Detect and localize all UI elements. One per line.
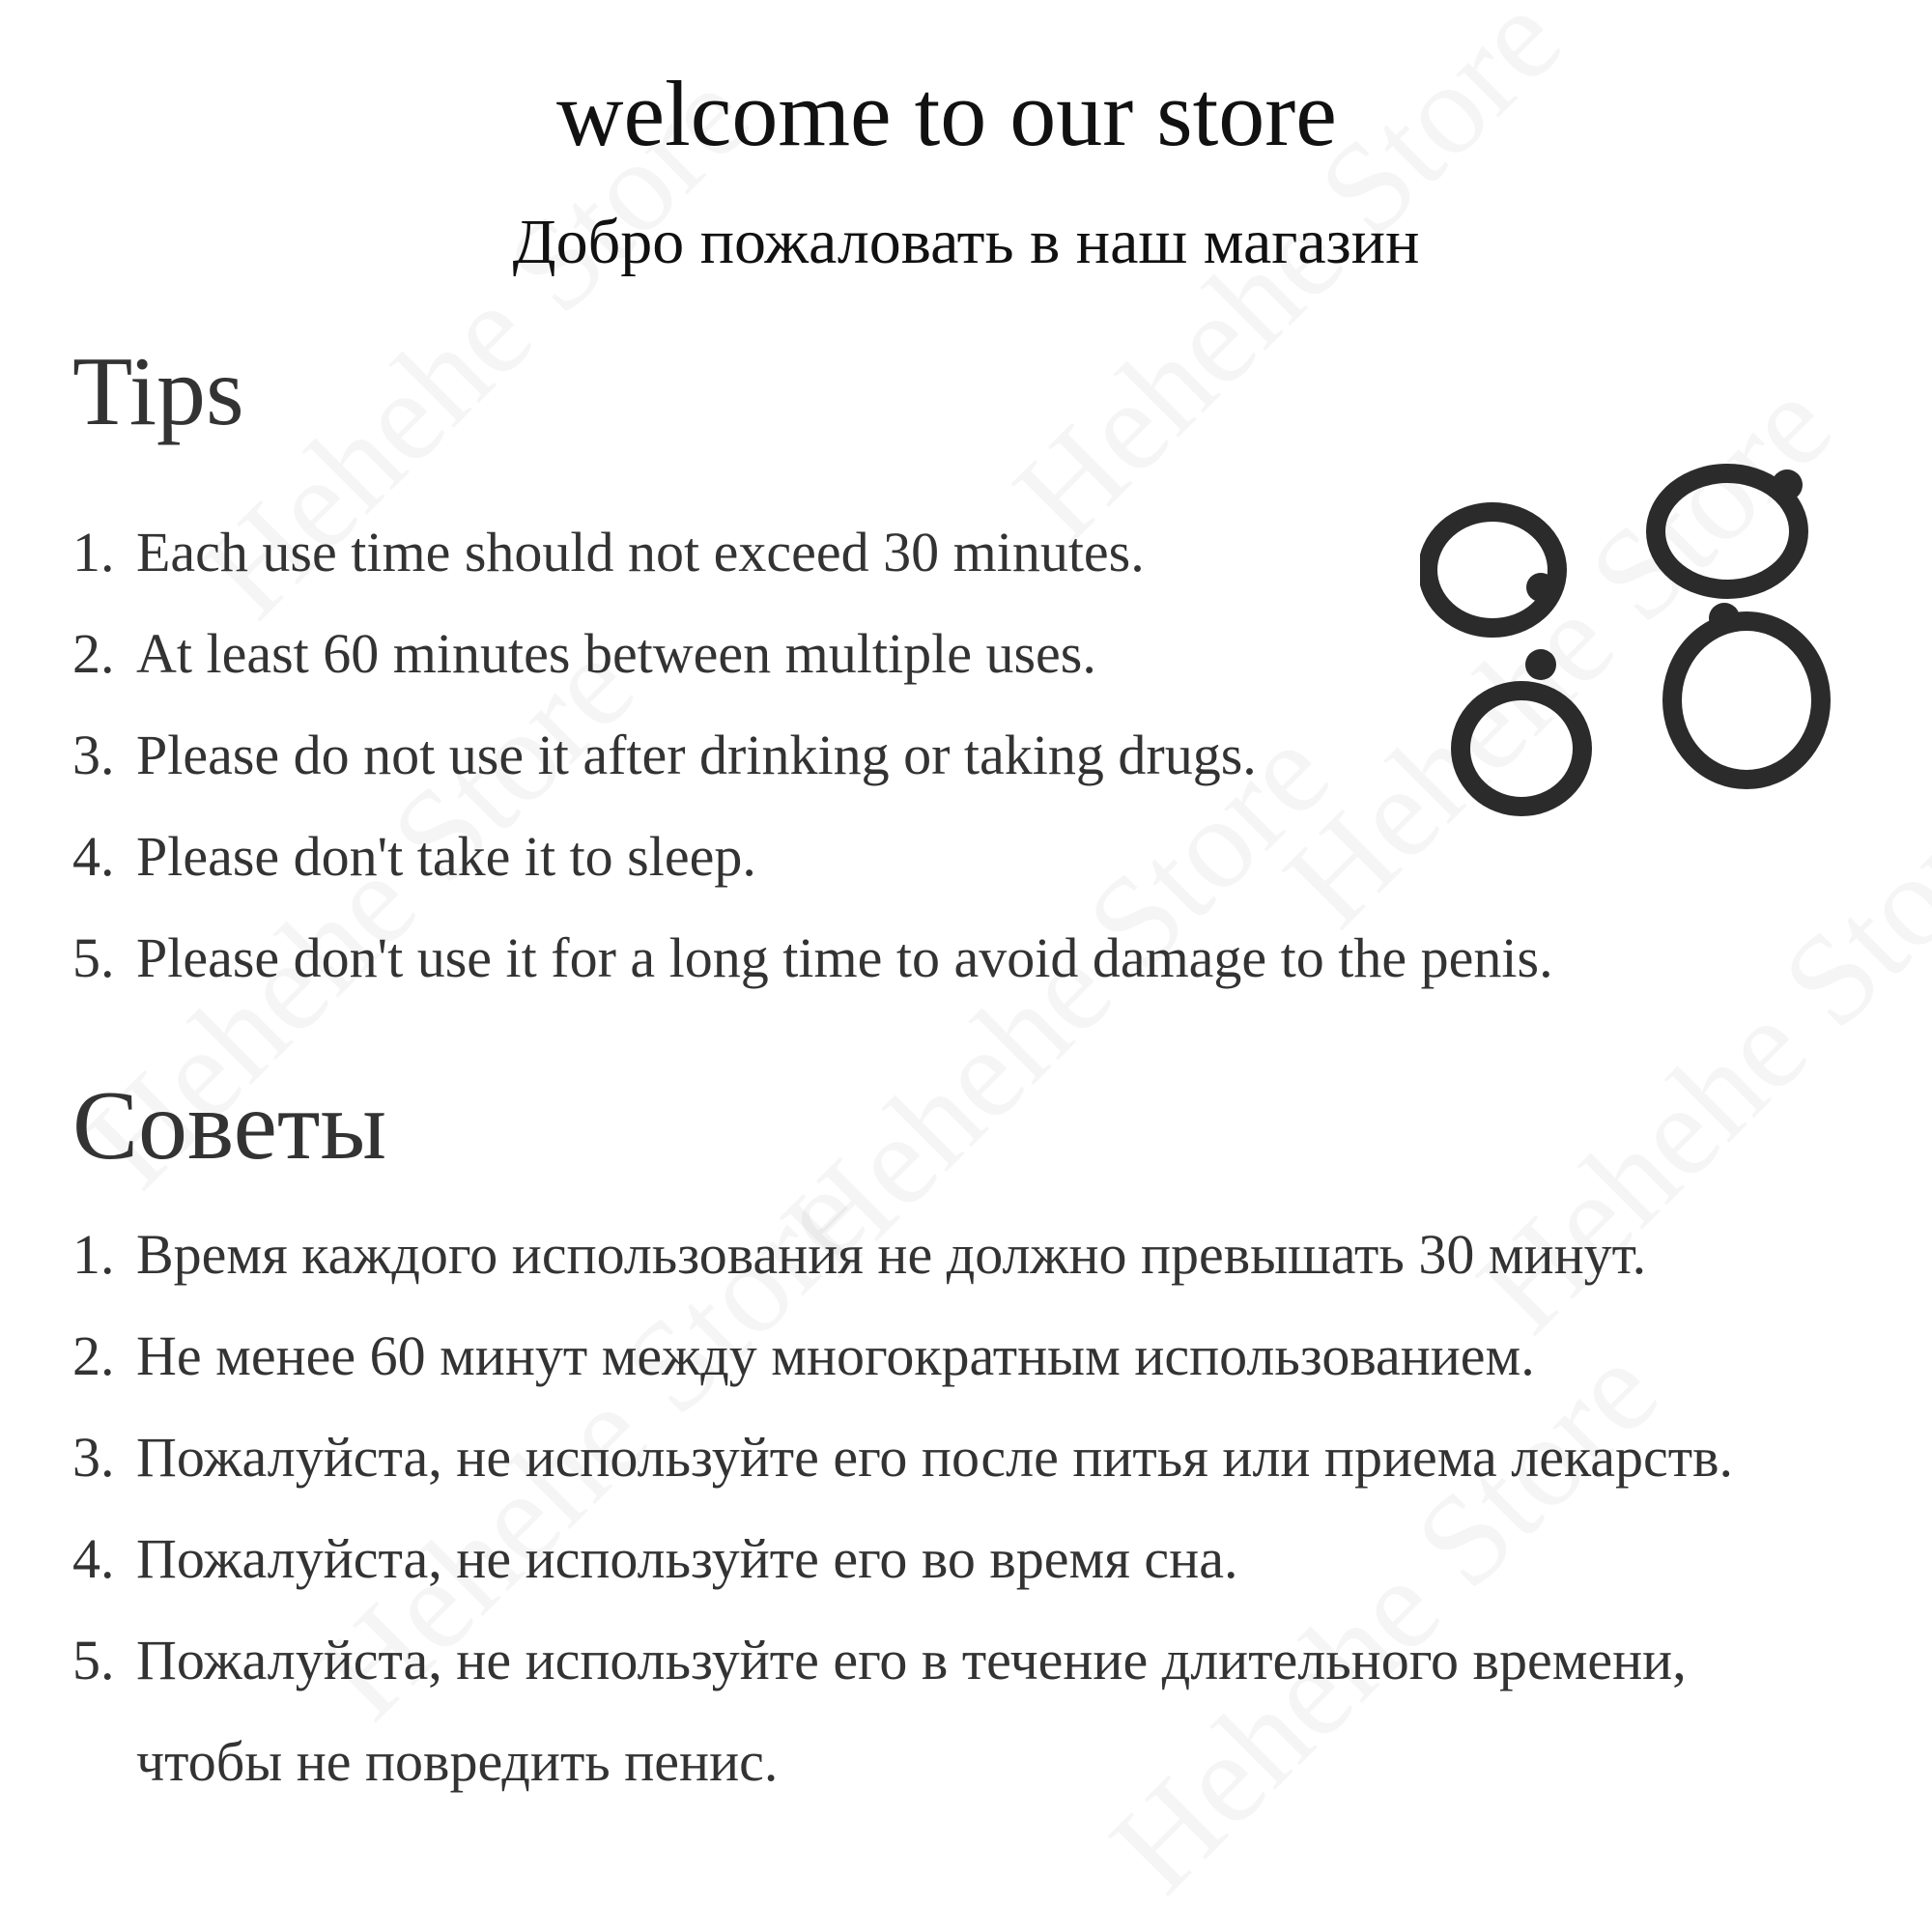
tip-text: Each use time should not exceed 30 minutes. bbox=[136, 521, 1145, 583]
tip-text: Please don't use it for a long time to avoid damage to the penis. bbox=[136, 926, 1553, 989]
tip-text: Please do not use it after drinking or taking drugs. bbox=[136, 724, 1257, 786]
ring-icon bbox=[1656, 469, 1803, 589]
tip-number: 2. bbox=[72, 622, 115, 685]
tip-item-ru-continuation bbox=[72, 1730, 779, 1793]
tip-number: 3. bbox=[72, 724, 115, 786]
tip-number: 4. bbox=[72, 825, 115, 888]
tip-text: Please don't take it to sleep. bbox=[136, 825, 756, 888]
tip-number: 2. bbox=[72, 1324, 115, 1387]
tip-item bbox=[72, 926, 1553, 989]
tip-item-ru bbox=[72, 1527, 1238, 1590]
tip-text: At least 60 minutes between multiple uses. bbox=[136, 622, 1096, 685]
tip-number: 1. bbox=[72, 1223, 115, 1286]
tip-text: Не менее 60 минут между многократным использованием. bbox=[136, 1324, 1535, 1387]
tips-heading-ru: Советы bbox=[72, 1071, 386, 1180]
tip-item-ru bbox=[72, 1324, 1535, 1387]
tip-number: 3. bbox=[72, 1426, 115, 1489]
tip-text: чтобы не повредить пенис. bbox=[136, 1730, 779, 1793]
tip-item bbox=[72, 724, 1257, 786]
ring-icon bbox=[1428, 512, 1557, 628]
page-subtitle: Добро пожаловать в наш магазин bbox=[512, 207, 1420, 277]
tip-text: Пожалуйста, не используйте его во время сна. bbox=[136, 1527, 1238, 1590]
tip-number: 1. bbox=[72, 521, 115, 583]
tip-item bbox=[72, 825, 756, 888]
tip-item-ru bbox=[72, 1426, 1733, 1489]
tip-item-ru bbox=[72, 1629, 1687, 1691]
tip-text: Пожалуйста, не используйте его в течение длительного времени, bbox=[136, 1629, 1687, 1691]
tip-item bbox=[72, 622, 1096, 685]
tips-heading: Tips bbox=[72, 337, 244, 446]
rings-product-photo-icon bbox=[1420, 464, 1845, 869]
tip-number: 5. bbox=[72, 926, 115, 989]
ring-icon bbox=[1672, 603, 1821, 780]
tip-item-ru bbox=[72, 1223, 1647, 1286]
tip-number: 4. bbox=[72, 1527, 115, 1590]
tip-text: Время каждого использования не должно превышать 30 минут. bbox=[136, 1223, 1647, 1286]
page-title: welcome to our store bbox=[556, 62, 1337, 165]
watermark bbox=[753, 698, 1358, 1303]
tip-number: 5. bbox=[72, 1629, 115, 1691]
watermark bbox=[1082, 1317, 1687, 1921]
ring-icon bbox=[1461, 649, 1582, 807]
tip-text: Пожалуйста, не используйте его после питья или приема лекарств. bbox=[136, 1426, 1733, 1489]
tip-item bbox=[72, 521, 1145, 583]
